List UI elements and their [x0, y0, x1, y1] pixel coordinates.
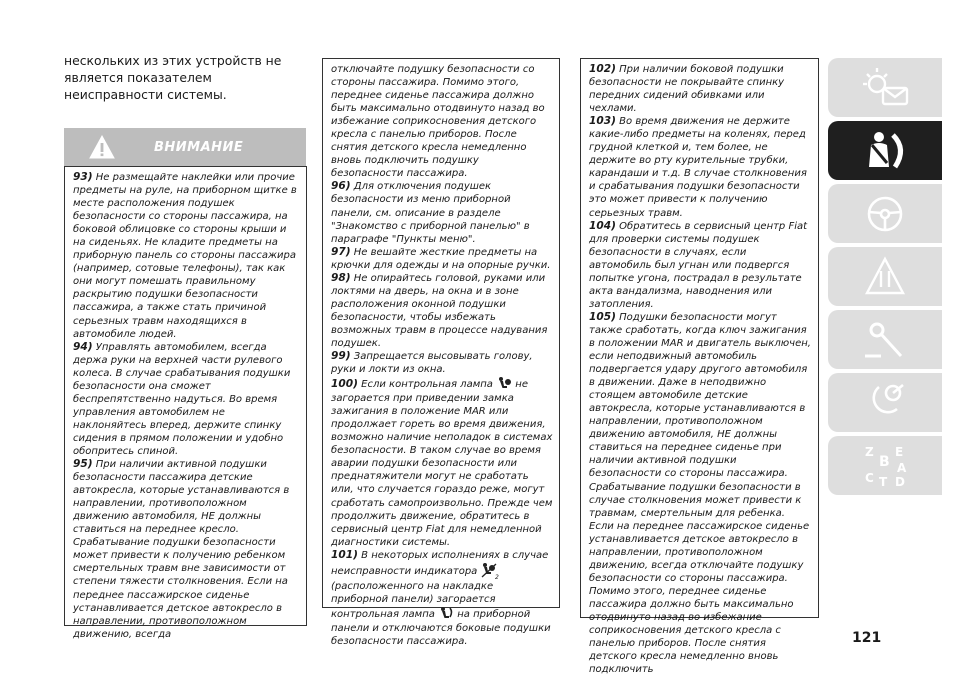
index-letter: E — [895, 444, 904, 459]
side-airbag-lamp-icon — [438, 606, 454, 622]
note-104: 104) Обратитесь в сервисный центр Fiat для проверки системы подушек безопасности в случаях, если автомобиль был угнан или подвергся попытке угона, пострадал в результате акта вандализма, наводнения или затопления. — [589, 219, 808, 310]
index-letter: D — [895, 474, 905, 489]
note-95: 95) При наличии активной подушки безопасности пассажира детские автокресла, которые устанавливаются в направлении, противоположном движению автомобиля, НЕ должны ставиться на переднее кресло. Срабатывание подушки безопасности может привести к получению ребенком смертельных травм вне зависимости от степени тяжести столкновения. Если на переднее пассажирское сиденье устанавливается детское автокресло в направлении, противоположном движению, всегда — [73, 458, 290, 640]
intro-paragraph: нескольких из этих устройств не является показателем неисправности системы. — [64, 53, 282, 102]
note-100: 100) Если контрольная лампа не загорается при приведении замка зажигания в положение MAR или продолжает гореть во время движения, возможно наличие неполадок в системах безопасности. В таком случае во время аварии подушки безопасности или преднатяжители могут не сработать или, что случается гораздо реже, могут сработать самопроизвольно. Прежде чем продолжить движение, обратитесь в сервисный центр Fiat для немедленной диагностики системы. — [331, 378, 553, 548]
note-94: 94) Управлять автомобилем, всегда держа руки на верхней части рулевого колеса. В случае срабатывания подушки безопасности она сможет беспрепятственно надуться. Во время управления автомобилем не наклоняйтесь вперед, держите спинку сидения в прямом положении и удобно обопритесь спиной. — [73, 340, 291, 457]
warning-box-column-3 — [580, 58, 819, 676]
index-letter: B — [879, 453, 890, 470]
tab-starting[interactable] — [828, 184, 942, 243]
dashboard-gauge-icon — [857, 64, 913, 112]
page-number: 121 — [852, 630, 882, 646]
note-95-continued: отключайте подушку безопасности со стороны пассажира. Помимо этого, переднее сиденье пассажира должно быть максимально отодвинуто назад во избежание соприкосновения детского кресла с панелью приборов. После снятия детского кресла немедленно вновь подключить подушку безопасности пассажира. — [331, 64, 545, 180]
note-96: 96) Для отключения подушек безопасности из меню приборной панели, см. описание в разделе "Знакомство с приборной панелью" в параграфе "Пункты меню". — [331, 180, 530, 245]
alphabet-index-icon — [857, 442, 913, 490]
note-105: 105) Подушки безопасности могут также сработать, когда ключ зажигания в положении MAR и двигатель выключен, если неподвижный автомобиль подвергается удару другого автомобиля в движении. Даже в неподвижно стоящем автомобиле детские автокресла, которые устанавливаются в направлении, противоположном движению автомобиля, НЕ должны ставиться на переднее сиденье при наличии активной подушки безопасности со стороны пассажира. Срабатывание подушки безопасности в случае столкновения может привести к травмам, смертельным для ребенка. Если на переднее пассажирское сиденье устанавливается детское автокресло в направлении, противоположном движению, всегда отключайте подушку безопасности со стороны пассажира. Помимо этого, переднее сиденье пассажира должно быть максимально отодвинуто назад во избежание соприкосновения детского кресла с панелью приборов. После снятия детского кресла немедленно вновь подключить — [589, 310, 811, 676]
tab-emergency[interactable] — [828, 247, 942, 306]
tab-maintenance[interactable] — [828, 310, 942, 369]
warning-triangle-icon — [88, 134, 116, 160]
passenger-airbag-off-indicator-icon — [480, 562, 500, 580]
note-102: 102) При наличии боковой подушки безопасности не покрывайте спинку передних сидений обивками или чехлами. — [589, 63, 785, 115]
warning-header — [64, 128, 306, 166]
index-letter: A — [897, 460, 907, 475]
seatbelt-person-icon — [857, 127, 913, 175]
warning-box-column-1 — [64, 166, 307, 640]
tab-index[interactable] — [828, 436, 942, 495]
note-99: 99) Запрещается высовывать голову, руки и локти из окна. — [331, 350, 533, 376]
warning-road-icon — [857, 253, 913, 301]
note-103: 103) Во время движения не держите какие-либо предметы на коленях, перед грудной клеткой и, тем более, не держите во рту курительные трубки, карандаши и т.д. В случае столкновения и срабатывания подушки безопасности это может привести к получению серьезных травм. — [589, 115, 807, 219]
tab-dashboard[interactable] — [828, 58, 942, 117]
tab-safety[interactable] — [828, 121, 942, 180]
steering-wheel-icon — [857, 190, 913, 238]
index-letter: C — [865, 470, 874, 485]
note-98: 98) Не опирайтесь головой, руками или локтями на дверь, на окна и в зоне расположения оконной подушки безопасности, чтобы избежать возможных травм в процессе надувания подушек. — [331, 271, 548, 349]
warning-title: ВНИМАНИЕ — [154, 139, 244, 155]
chapter-sidebar — [828, 58, 942, 499]
warning-box-column-2 — [322, 58, 560, 647]
wrench-icon — [857, 316, 913, 364]
technical-data-icon — [857, 379, 913, 427]
note-101: 101) В некоторых исполнениях в случае неисправности индикатора 2 (расположенного на накладке приборной панели) загорается контрольная лампа на приборной панели и отключаются боковые подушки безопасности пассажира. — [331, 548, 551, 647]
note-93: 93) Не размещайте наклейки или прочие предметы на руле, на приборном щитке в месте расположения подушек безопасности со стороны пассажира, на боковой облицовке со стороны крыши и на сиденьях. Не кладите предметы на приборную панель со стороны пассажира (например, сотовые телефоны), так как они могут помешать правильному раскрытию подушки безопасности пассажира, а также стать причиной серьезных травм находящихся в автомобиле людей. — [73, 171, 297, 340]
index-letter: T — [879, 474, 888, 489]
svg-text:2: 2 — [495, 573, 500, 580]
airbag-warning-lamp-icon — [496, 376, 512, 392]
note-97: 97) Не вешайте жесткие предметы на крючки для одежды и на опорные ручки. — [331, 245, 551, 271]
tab-technical[interactable] — [828, 373, 942, 432]
index-letter: Z — [865, 444, 874, 459]
